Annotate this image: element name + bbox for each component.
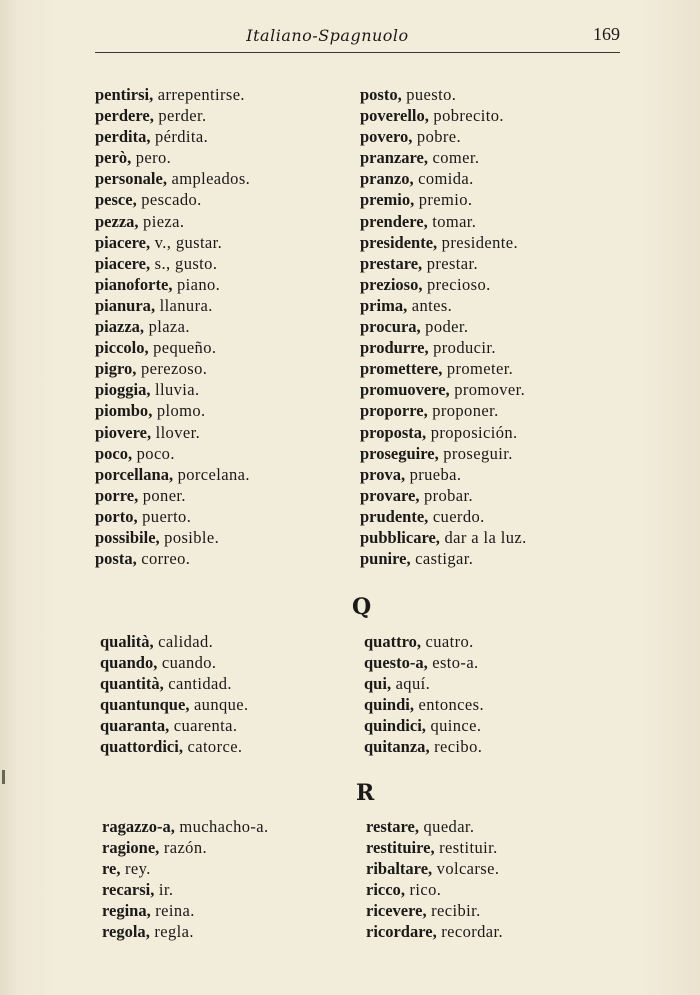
entry-separator: , <box>146 127 151 147</box>
entry-headword: proseguire <box>360 443 435 463</box>
dictionary-entry <box>95 527 250 548</box>
dictionary-entry <box>95 84 250 105</box>
entry-separator: , <box>423 653 428 673</box>
entry-headword: piacere <box>95 253 147 273</box>
entry-translation: llanura. <box>155 295 213 315</box>
entry-translation: pescado. <box>136 190 202 210</box>
entry-headword: pianoforte <box>95 274 169 294</box>
entry-headword: pianura <box>95 295 151 315</box>
entry-separator: , <box>418 253 423 273</box>
entry-translation: poner. <box>138 485 186 505</box>
entry-headword: quaranta <box>100 716 166 736</box>
entry-headword: punire <box>360 549 407 569</box>
dictionary-entry <box>95 422 250 443</box>
entry-headword: pubblicare <box>360 527 436 547</box>
dictionary-entry <box>366 837 503 858</box>
entry-headword: prezioso <box>360 274 419 294</box>
entry-headword: promuovere <box>360 380 446 400</box>
entry-headword: prudente <box>360 506 425 526</box>
entry-separator: , <box>410 190 415 210</box>
entry-headword: ricordare <box>366 922 433 942</box>
dictionary-entry <box>95 400 250 421</box>
dictionary-entry <box>95 337 250 358</box>
dictionary-entry <box>360 84 527 105</box>
entry-translation: pequeño. <box>148 338 217 358</box>
entry-headword: pesce <box>95 190 133 210</box>
dictionary-entry <box>360 400 527 421</box>
entry-separator: , <box>418 274 423 294</box>
entry-separator: , <box>185 695 190 715</box>
entry-headword: prova <box>360 464 401 484</box>
section-letter-r: R <box>356 780 376 806</box>
entry-translation: aquí. <box>391 674 431 694</box>
entry-translation: prometer. <box>442 359 514 379</box>
entry-translation: razón. <box>159 838 207 858</box>
entry-headword: poco <box>95 443 128 463</box>
dictionary-entry <box>366 921 503 942</box>
entry-translation: castigar. <box>410 549 474 569</box>
entry-separator: , <box>153 653 158 673</box>
entry-headword: ragione <box>102 838 156 858</box>
entry-separator: , <box>148 401 153 421</box>
entry-separator: , <box>424 506 429 526</box>
entry-separator: , <box>423 148 428 168</box>
entry-separator: , <box>400 464 406 484</box>
entry-headword: ricevere <box>366 901 423 921</box>
entry-separator: , <box>165 716 170 736</box>
dictionary-entry <box>360 232 527 253</box>
dictionary-entry <box>366 816 503 837</box>
entry-separator: , <box>162 169 167 189</box>
entry-headword: provare <box>360 485 416 505</box>
entry-separator: , <box>145 922 150 942</box>
entry-separator: , <box>423 401 428 421</box>
entry-separator: , <box>397 85 402 104</box>
entry-translation: prueba. <box>405 464 462 484</box>
entry-separator: , <box>400 880 405 900</box>
entry-separator: , <box>416 632 421 651</box>
entry-headword: prestare <box>360 253 419 273</box>
entry-translation: lluvia. <box>150 380 200 400</box>
entry-headword: quindi <box>364 695 410 715</box>
entry-headword: regola <box>102 922 146 942</box>
entry-separator: , <box>146 232 151 252</box>
entry-separator: , <box>409 695 414 715</box>
dictionary-entry <box>95 548 250 569</box>
entry-headword: porto <box>95 506 134 526</box>
dictionary-entry <box>360 253 527 274</box>
dictionary-entry <box>102 900 269 921</box>
entry-headword: procura <box>360 317 417 337</box>
dictionary-entry <box>95 379 250 400</box>
entry-translation: v., gustar. <box>150 232 223 252</box>
dictionary-entry <box>102 837 269 858</box>
dictionary-entry <box>95 211 250 232</box>
entry-separator: , <box>155 838 160 858</box>
dictionary-entry <box>364 673 484 694</box>
entry-translation: pobrecito. <box>428 106 504 126</box>
entry-separator: , <box>146 422 152 442</box>
entry-headword: ribaltare <box>366 859 429 879</box>
entry-headword: porcellana <box>95 464 169 484</box>
dictionary-entry <box>360 189 527 210</box>
entry-separator: , <box>139 317 145 337</box>
entry-translation: volcarse. <box>432 859 500 879</box>
entry-translation: recibir. <box>426 901 481 921</box>
entry-headword: personale <box>95 169 163 189</box>
dictionary-entry <box>95 443 250 464</box>
entry-headword: però <box>95 148 128 168</box>
dictionary-entry <box>360 316 527 337</box>
entry-headword: pigro <box>95 359 133 379</box>
r-left-column <box>102 816 269 943</box>
entry-headword: quantità <box>100 674 160 694</box>
entry-separator: , <box>433 232 438 252</box>
entry-translation: plaza. <box>144 317 190 337</box>
entry-separator: , <box>406 549 411 569</box>
entry-separator: , <box>415 485 420 505</box>
entry-headword: quattro <box>364 632 417 651</box>
dictionary-entry <box>95 126 250 147</box>
dictionary-entry <box>366 858 503 879</box>
entry-headword: quattordici <box>100 737 179 757</box>
entry-separator: , <box>425 737 430 757</box>
entry-separator: , <box>428 859 433 879</box>
dictionary-entry <box>102 879 269 900</box>
entry-separator: , <box>422 901 427 921</box>
margin-mark <box>2 770 5 784</box>
r-right-column <box>366 816 503 943</box>
entry-separator: , <box>149 106 154 126</box>
dictionary-entry <box>360 527 527 548</box>
dictionary-entry <box>364 694 484 715</box>
entry-translation: rey. <box>120 859 151 879</box>
entry-separator: , <box>149 632 154 651</box>
entry-translation: ir. <box>154 880 174 900</box>
entry-headword: premio <box>360 190 411 210</box>
entry-translation: cuando. <box>157 653 217 673</box>
entry-separator: , <box>127 148 132 168</box>
entry-headword: poverello <box>360 106 425 126</box>
dictionary-entry <box>95 253 250 274</box>
dictionary-entry <box>360 147 527 168</box>
entry-translation: posible. <box>159 527 220 547</box>
entry-translation: pobre. <box>412 127 462 147</box>
entry-separator: , <box>116 859 121 879</box>
dictionary-entry <box>95 506 250 527</box>
entry-separator: , <box>423 211 428 231</box>
entry-translation: rico. <box>404 880 442 900</box>
entry-translation: proposición. <box>426 422 518 442</box>
entry-separator: , <box>146 380 151 400</box>
q-left-column <box>100 631 249 758</box>
dictionary-entry <box>95 105 250 126</box>
entry-separator: , <box>146 253 151 273</box>
entry-separator: , <box>168 274 173 294</box>
entry-translation: poder. <box>420 317 469 337</box>
dictionary-entry <box>102 921 269 942</box>
dictionary-entry <box>100 694 249 715</box>
entry-headword: produrre <box>360 338 425 358</box>
entry-headword: regina <box>102 901 147 921</box>
entry-headword: pranzo <box>360 169 410 189</box>
dictionary-entry <box>360 105 527 126</box>
entry-headword: proporre <box>360 401 424 421</box>
p-left-column <box>95 84 250 569</box>
entry-separator: , <box>409 169 414 189</box>
dictionary-entry <box>360 422 527 443</box>
entry-headword: promettere <box>360 359 439 379</box>
entry-separator: , <box>445 380 450 400</box>
entry-headword: piombo <box>95 401 149 421</box>
entry-translation: reina. <box>150 901 195 921</box>
entry-headword: prima <box>360 295 404 315</box>
entry-headword: restituire <box>366 838 431 858</box>
dictionary-entry <box>360 485 527 506</box>
dictionary-entry <box>364 715 484 736</box>
entry-separator: , <box>146 901 151 921</box>
entry-translation: comer. <box>427 148 480 168</box>
entry-translation: precioso. <box>422 274 491 294</box>
entry-separator: , <box>424 106 429 126</box>
entry-translation: proseguir. <box>438 443 513 463</box>
dictionary-entry <box>100 715 249 736</box>
entry-separator: , <box>132 549 137 569</box>
entry-separator: , <box>134 485 139 505</box>
dictionary-entry <box>360 443 527 464</box>
entry-headword: prendere <box>360 211 424 231</box>
entry-separator: , <box>150 295 156 315</box>
entry-translation: poco. <box>132 443 175 463</box>
dictionary-entry <box>95 189 250 210</box>
dictionary-entry <box>102 858 269 879</box>
entry-headword: restare <box>366 817 415 836</box>
dictionary-entry <box>100 736 249 757</box>
entry-translation: cuarenta. <box>169 716 238 736</box>
entry-translation: presidente. <box>437 232 519 252</box>
dictionary-entry <box>360 168 527 189</box>
entry-translation: pieza. <box>138 211 185 231</box>
entry-headword: povero <box>360 127 409 147</box>
entry-separator: , <box>414 817 419 836</box>
entry-translation: proponer. <box>427 401 499 421</box>
dictionary-entry <box>100 631 249 652</box>
entry-translation: pero. <box>131 148 172 168</box>
dictionary-entry <box>364 652 484 673</box>
dictionary-entry <box>100 673 249 694</box>
dictionary-entry <box>95 295 250 316</box>
entry-translation: arrepentirse. <box>153 85 245 104</box>
entry-headword: ricco <box>366 880 401 900</box>
entry-translation: aunque. <box>189 695 249 715</box>
dictionary-entry <box>95 316 250 337</box>
entry-translation: perder. <box>153 106 207 126</box>
entry-separator: , <box>132 190 137 210</box>
entry-translation: cuatro. <box>421 632 474 651</box>
entry-headword: quitanza <box>364 737 426 757</box>
entry-translation: recordar. <box>436 922 504 942</box>
dictionary-entry <box>360 358 527 379</box>
dictionary-entry <box>360 295 527 316</box>
dictionary-entry <box>100 652 249 673</box>
entry-headword: pioggia <box>95 380 147 400</box>
running-title: Italiano-Spagnuolo <box>246 26 409 45</box>
entry-headword: piazza <box>95 317 140 337</box>
dictionary-entry <box>364 631 484 652</box>
dictionary-entry <box>95 168 250 189</box>
entry-translation: puerto. <box>137 506 192 526</box>
q-right-column <box>364 631 484 758</box>
dictionary-entry <box>360 379 527 400</box>
dictionary-entry <box>95 485 250 506</box>
entry-headword: qui <box>364 674 387 694</box>
section-letter-q: Q <box>352 594 373 620</box>
entry-headword: recarsi <box>102 880 151 900</box>
entry-translation: muchacho-a. <box>174 817 269 836</box>
entry-translation: comida. <box>413 169 474 189</box>
entry-separator: , <box>435 527 440 547</box>
entry-headword: quindici <box>364 716 422 736</box>
entry-translation: llover. <box>151 422 201 442</box>
entry-headword: posto <box>360 85 398 104</box>
dictionary-entry <box>95 147 250 168</box>
entry-headword: re <box>102 859 117 879</box>
dictionary-entry <box>360 274 527 295</box>
entry-headword: perdere <box>95 106 150 126</box>
entry-translation: cuerdo. <box>428 506 485 526</box>
dictionary-entry <box>95 274 250 295</box>
entry-headword: piacere <box>95 232 147 252</box>
entry-separator: , <box>159 674 164 694</box>
entry-separator: , <box>386 674 392 694</box>
entry-translation: producir. <box>428 338 496 358</box>
page-header <box>95 22 620 53</box>
entry-separator: , <box>155 527 160 547</box>
entry-headword: perdita <box>95 127 147 147</box>
entry-separator: , <box>170 817 175 836</box>
p-right-column <box>360 84 527 569</box>
dictionary-entry <box>366 879 503 900</box>
entry-separator: , <box>133 506 138 526</box>
entry-translation: regla. <box>149 922 194 942</box>
dictionary-entry <box>366 900 503 921</box>
entry-headword: porre <box>95 485 135 505</box>
entry-separator: , <box>150 880 155 900</box>
dictionary-entry <box>360 211 527 232</box>
entry-separator: , <box>430 838 435 858</box>
dictionary-entry <box>95 232 250 253</box>
entry-translation: restituir. <box>434 838 498 858</box>
entry-translation: ampleados. <box>166 169 251 189</box>
entry-separator: , <box>434 443 439 463</box>
entry-translation: calidad. <box>153 632 214 651</box>
entry-headword: qualità <box>100 632 150 651</box>
dictionary-entry <box>95 464 250 485</box>
entry-translation: cantidad. <box>163 674 232 694</box>
entry-translation: dar a la luz. <box>439 527 527 547</box>
entry-translation: quedar. <box>419 817 475 836</box>
entry-separator: , <box>149 85 154 104</box>
entry-translation: piano. <box>172 274 221 294</box>
entry-headword: possibile <box>95 527 156 547</box>
dictionary-entry <box>360 337 527 358</box>
entry-separator: , <box>438 359 443 379</box>
entry-headword: ragazzo-a <box>102 817 171 836</box>
entry-translation: perezoso. <box>136 359 208 379</box>
dictionary-entry <box>95 358 250 379</box>
entry-translation: catorce. <box>182 737 243 757</box>
entry-translation: premio. <box>414 190 473 210</box>
entry-separator: , <box>432 922 437 942</box>
entry-separator: , <box>128 443 133 463</box>
entry-translation: plomo. <box>152 401 206 421</box>
entry-headword: quando <box>100 653 154 673</box>
entry-separator: , <box>421 716 426 736</box>
entry-translation: pérdita. <box>150 127 209 147</box>
entry-separator: , <box>134 211 139 231</box>
entry-headword: proposta <box>360 422 423 442</box>
entry-separator: , <box>424 338 429 358</box>
entry-translation: puesto. <box>401 85 457 104</box>
entry-separator: , <box>132 359 137 379</box>
entry-headword: posta <box>95 549 133 569</box>
entry-headword: pranzare <box>360 148 424 168</box>
dictionary-entry <box>360 548 527 569</box>
entry-separator: , <box>403 295 408 315</box>
dictionary-entry <box>360 506 527 527</box>
entry-translation: tomar. <box>427 211 477 231</box>
entry-headword: piccolo <box>95 338 145 358</box>
entry-translation: esto-a. <box>427 653 479 673</box>
entry-separator: , <box>416 317 421 337</box>
entry-separator: , <box>422 422 427 442</box>
entry-translation: probar. <box>419 485 474 505</box>
page-number: 169 <box>593 24 620 44</box>
entry-separator: , <box>178 737 183 757</box>
dictionary-entry <box>360 464 527 485</box>
entry-translation: entonces. <box>414 695 484 715</box>
entry-separator: , <box>408 127 413 147</box>
entry-headword: quantunque <box>100 695 186 715</box>
entry-separator: , <box>168 464 174 484</box>
entry-headword: questo-a <box>364 653 424 673</box>
entry-translation: antes. <box>407 295 453 315</box>
entry-translation: porcelana. <box>173 464 250 484</box>
entry-translation: s., gusto. <box>150 253 218 273</box>
entry-separator: , <box>144 338 149 358</box>
entry-translation: quince. <box>425 716 482 736</box>
dictionary-entry <box>102 816 269 837</box>
entry-translation: recibo. <box>429 737 483 757</box>
entry-translation: promover. <box>449 380 526 400</box>
entry-translation: correo. <box>136 549 191 569</box>
entry-headword: pezza <box>95 211 135 231</box>
entry-headword: presidente <box>360 232 434 252</box>
dictionary-entry <box>360 126 527 147</box>
entry-headword: pentirsi <box>95 85 150 104</box>
dictionary-entry <box>364 736 484 757</box>
entry-translation: prestar. <box>422 253 479 273</box>
entry-headword: piovere <box>95 422 147 442</box>
